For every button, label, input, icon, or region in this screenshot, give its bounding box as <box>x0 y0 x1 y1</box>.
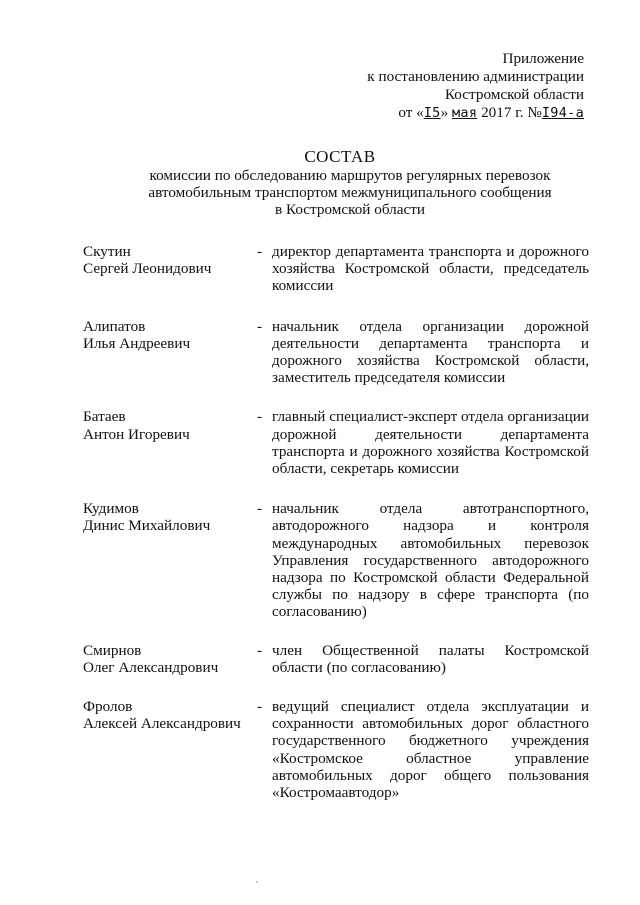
document-heading <box>0 147 640 218</box>
member-given-names: Алексей Александрович <box>83 715 241 733</box>
member-dash: - <box>256 317 263 335</box>
member-given-names: Динис Михайлович <box>83 517 211 535</box>
member-role: директор департамента транспорта и дорожного хозяйства Костромской области, председатель комиссии <box>272 243 589 295</box>
heading-line-1: комиссии по обследованию маршрутов регулярных перевозок <box>149 167 551 184</box>
heading-title: СОСТАВ <box>304 147 376 166</box>
members-list <box>83 243 589 802</box>
member-name <box>83 243 253 277</box>
heading-line-3: в Костромской области <box>274 201 426 218</box>
member-surname: Кудимов <box>83 500 139 518</box>
member-role: главный специалист-эксперт отдела организации дорожной деятельности департамента транспорта и дорожного хозяйства Костромской области, секретарь комиссии <box>272 408 589 478</box>
member-role: начальник отдела автотранспортного, автодорожного надзора и контроля международных автомобильных перевозок Управления государственного автодорожного надзора по Костромской области Федеральной службы по надзору в сфере транспорта (по согласованию) <box>272 500 589 621</box>
member-given-names: Илья Андреевич <box>83 334 191 352</box>
member-surname: Фролов <box>83 698 133 716</box>
member-name <box>83 408 253 442</box>
member-given-names: Олег Александрович <box>83 658 219 676</box>
date-month: мая <box>451 105 478 121</box>
date-separator: » <box>440 104 452 121</box>
member-dash: - <box>256 641 263 659</box>
document-number: I94-а <box>541 105 584 121</box>
member-row <box>83 500 589 621</box>
member-given-names: Антон Игоревич <box>83 425 190 443</box>
member-dash: - <box>256 243 263 260</box>
member-name <box>83 698 253 732</box>
member-dash: - <box>256 500 263 518</box>
appendix-block <box>344 50 584 122</box>
date-prefix: от « <box>398 104 424 121</box>
member-surname: Смирнов <box>83 641 142 659</box>
member-row <box>83 243 589 295</box>
appendix-region-line: Костромской области <box>444 86 584 103</box>
member-name <box>83 500 253 534</box>
member-row <box>83 698 589 802</box>
heading-line-2: автомобильным транспортом межмуниципального сообщения <box>148 184 552 201</box>
date-day: I5 <box>423 105 441 121</box>
member-row <box>83 408 589 478</box>
member-row <box>83 317 589 387</box>
member-role: ведущий специалист отдела эксплуатации и сохранности автомобильных дорог областного государственного бюджетного учреждения «Костромское областное управление автомобильных дорог общего пользования «Костромаавтодор» <box>272 698 589 802</box>
appendix-title: Приложение <box>502 50 584 67</box>
member-row <box>83 641 589 676</box>
member-surname: Батаев <box>83 408 126 426</box>
member-dash: - <box>256 698 263 716</box>
member-name <box>83 642 253 676</box>
member-role: член Общественной палаты Костромской области (по согласованию) <box>272 641 589 676</box>
appendix-date-line <box>344 104 584 122</box>
member-dash: - <box>256 408 263 426</box>
member-surname: Алипатов <box>83 317 146 335</box>
member-given-names: Сергей Леонидович <box>83 260 212 278</box>
member-name <box>83 318 253 352</box>
member-role: начальник отдела организации дорожной деятельности департамента транспорта и дорожного хозяйства Костромской области, заместитель председателя комиссии <box>272 317 589 387</box>
member-surname: Скутин <box>83 243 131 260</box>
date-year: 2017 г. № <box>477 104 542 121</box>
appendix-resolution-line: к постановлению администрации <box>367 68 584 85</box>
scan-speck <box>256 881 258 883</box>
